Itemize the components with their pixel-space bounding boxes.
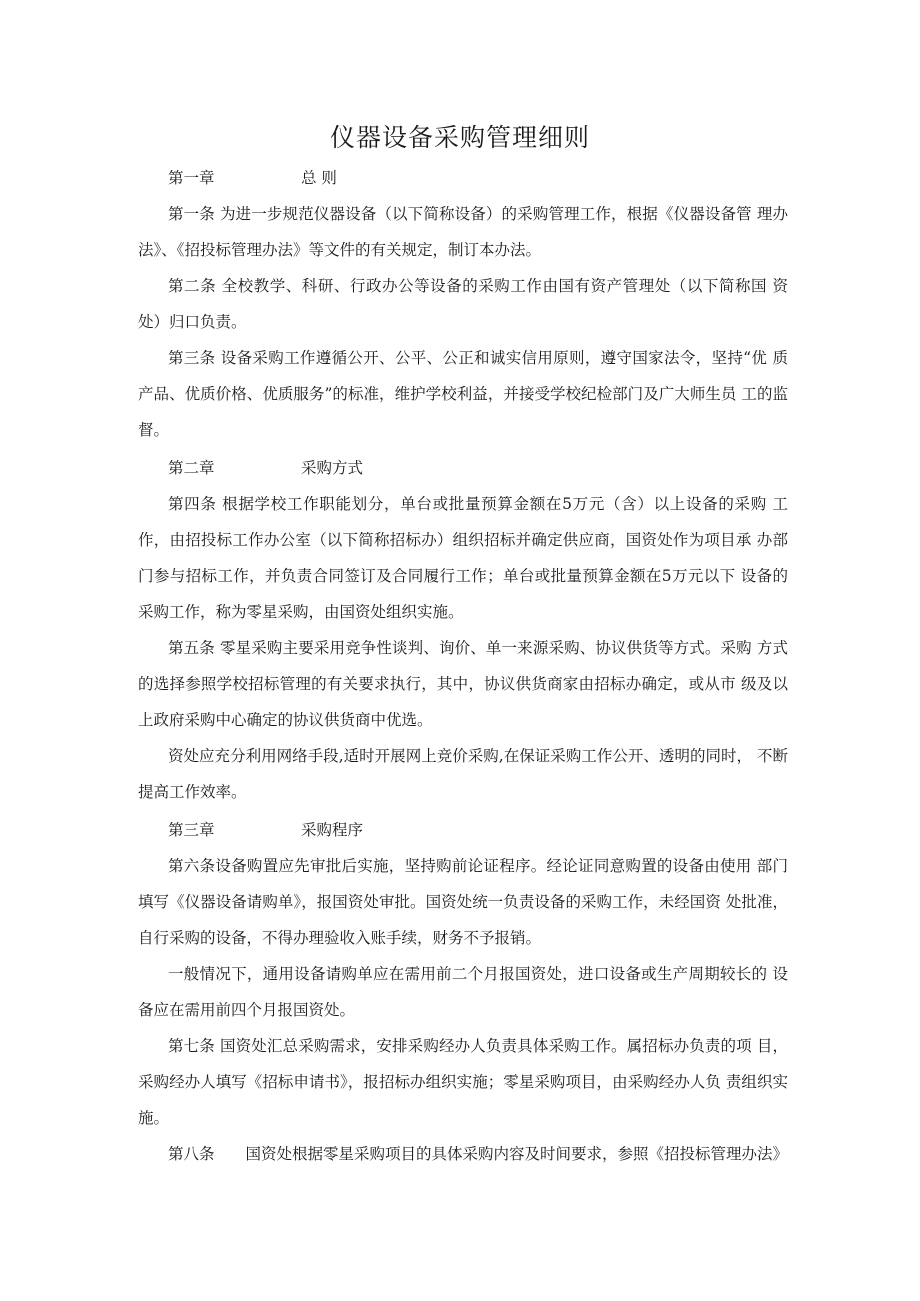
chapter-name: 采购程序	[301, 821, 364, 839]
article-paragraph: 资处应充分利用网络手段,适时开展网上竞价采购,在保证采购工作公开、透明的同时， 不断提高工作效率。	[138, 747, 788, 801]
article-paragraph: 第八条 国资处根据零星采购项目的具体采购内容及时间要求，参照《招投标管理办法》	[168, 1145, 789, 1163]
article-paragraph: 第二条 全校教学、科研、行政办公等设备的采购工作由国有资产管理处（以下简称国 资处）归口负责。	[138, 277, 788, 331]
article-paragraph: 一般情况下，通用设备请购单应在需用前二个月报国资处，进口设备或生产周期较长的 设备应在需用前四个月报国资处。	[138, 965, 788, 1019]
chapter-number: 第一章	[168, 169, 215, 187]
article-paragraph: 第七条 国资处汇总采购需求，安排采购经办人负责具体采购工作。属招标办负责的项 目，采购经办人填写《招标申请书》，报招标办组织实施；零星采购项目，由采购经办人负 责组织实施。	[138, 1037, 788, 1127]
chapter-heading	[168, 166, 337, 188]
chapter-heading	[168, 456, 363, 478]
chapter-number: 第三章	[168, 821, 215, 839]
chapter-name: 采购方式	[301, 459, 364, 477]
article-paragraph: 第四条 根据学校工作职能划分，单台或批量预算金额在5万元（含）以上设备的采购 工作，由招投标工作办公室（以下简称招标办）组织招标并确定供应商，国资处作为项目承 办部门参与招标工作，并负责合同签订及合同履行工作；单台或批量预算金额在5万元以下 设备的采购工作，称为零星采购，由国资处组织实施。	[138, 495, 788, 621]
article-paragraph: 第六条设备购置应先审批后实施，坚持购前论证程序。经论证同意购置的设备由使用 部门填写《仪器设备请购单》，报国资处审批。国资处统一负责设备的采购工作，未经国资 处批准，自行采购的设备，不得办理验收入账手续，财务不予报销。	[138, 857, 788, 947]
document-title: 仪器设备采购管理细则	[329, 123, 590, 152]
article-paragraph: 第一条 为进一步规范仪器设备（以下简称设备）的采购管理工作，根据《仪器设备管 理办法》、《招投标管理办法》等文件的有关规定，制订本办法。	[138, 205, 788, 259]
chapter-heading	[168, 818, 363, 840]
chapter-number: 第二章	[168, 459, 215, 477]
article-paragraph: 第五条 零星采购主要采用竞争性谈判、询价、单一来源采购、协议供货等方式。采购 方式的选择参照学校招标管理的有关要求执行，其中，协议供货商家由招标办确定，或从市 级及以上政府采购中心确定的协议供货商中优选。	[138, 639, 788, 729]
chapter-name: 总 则	[301, 169, 337, 187]
article-paragraph: 第三条 设备采购工作遵循公开、公平、公正和诚实信用原则，遵守国家法令，坚持“优 质产品、优质价格、优质服务”的标准，维护学校利益，并接受学校纪检部门及广大师生员 工的监督。	[138, 349, 788, 439]
